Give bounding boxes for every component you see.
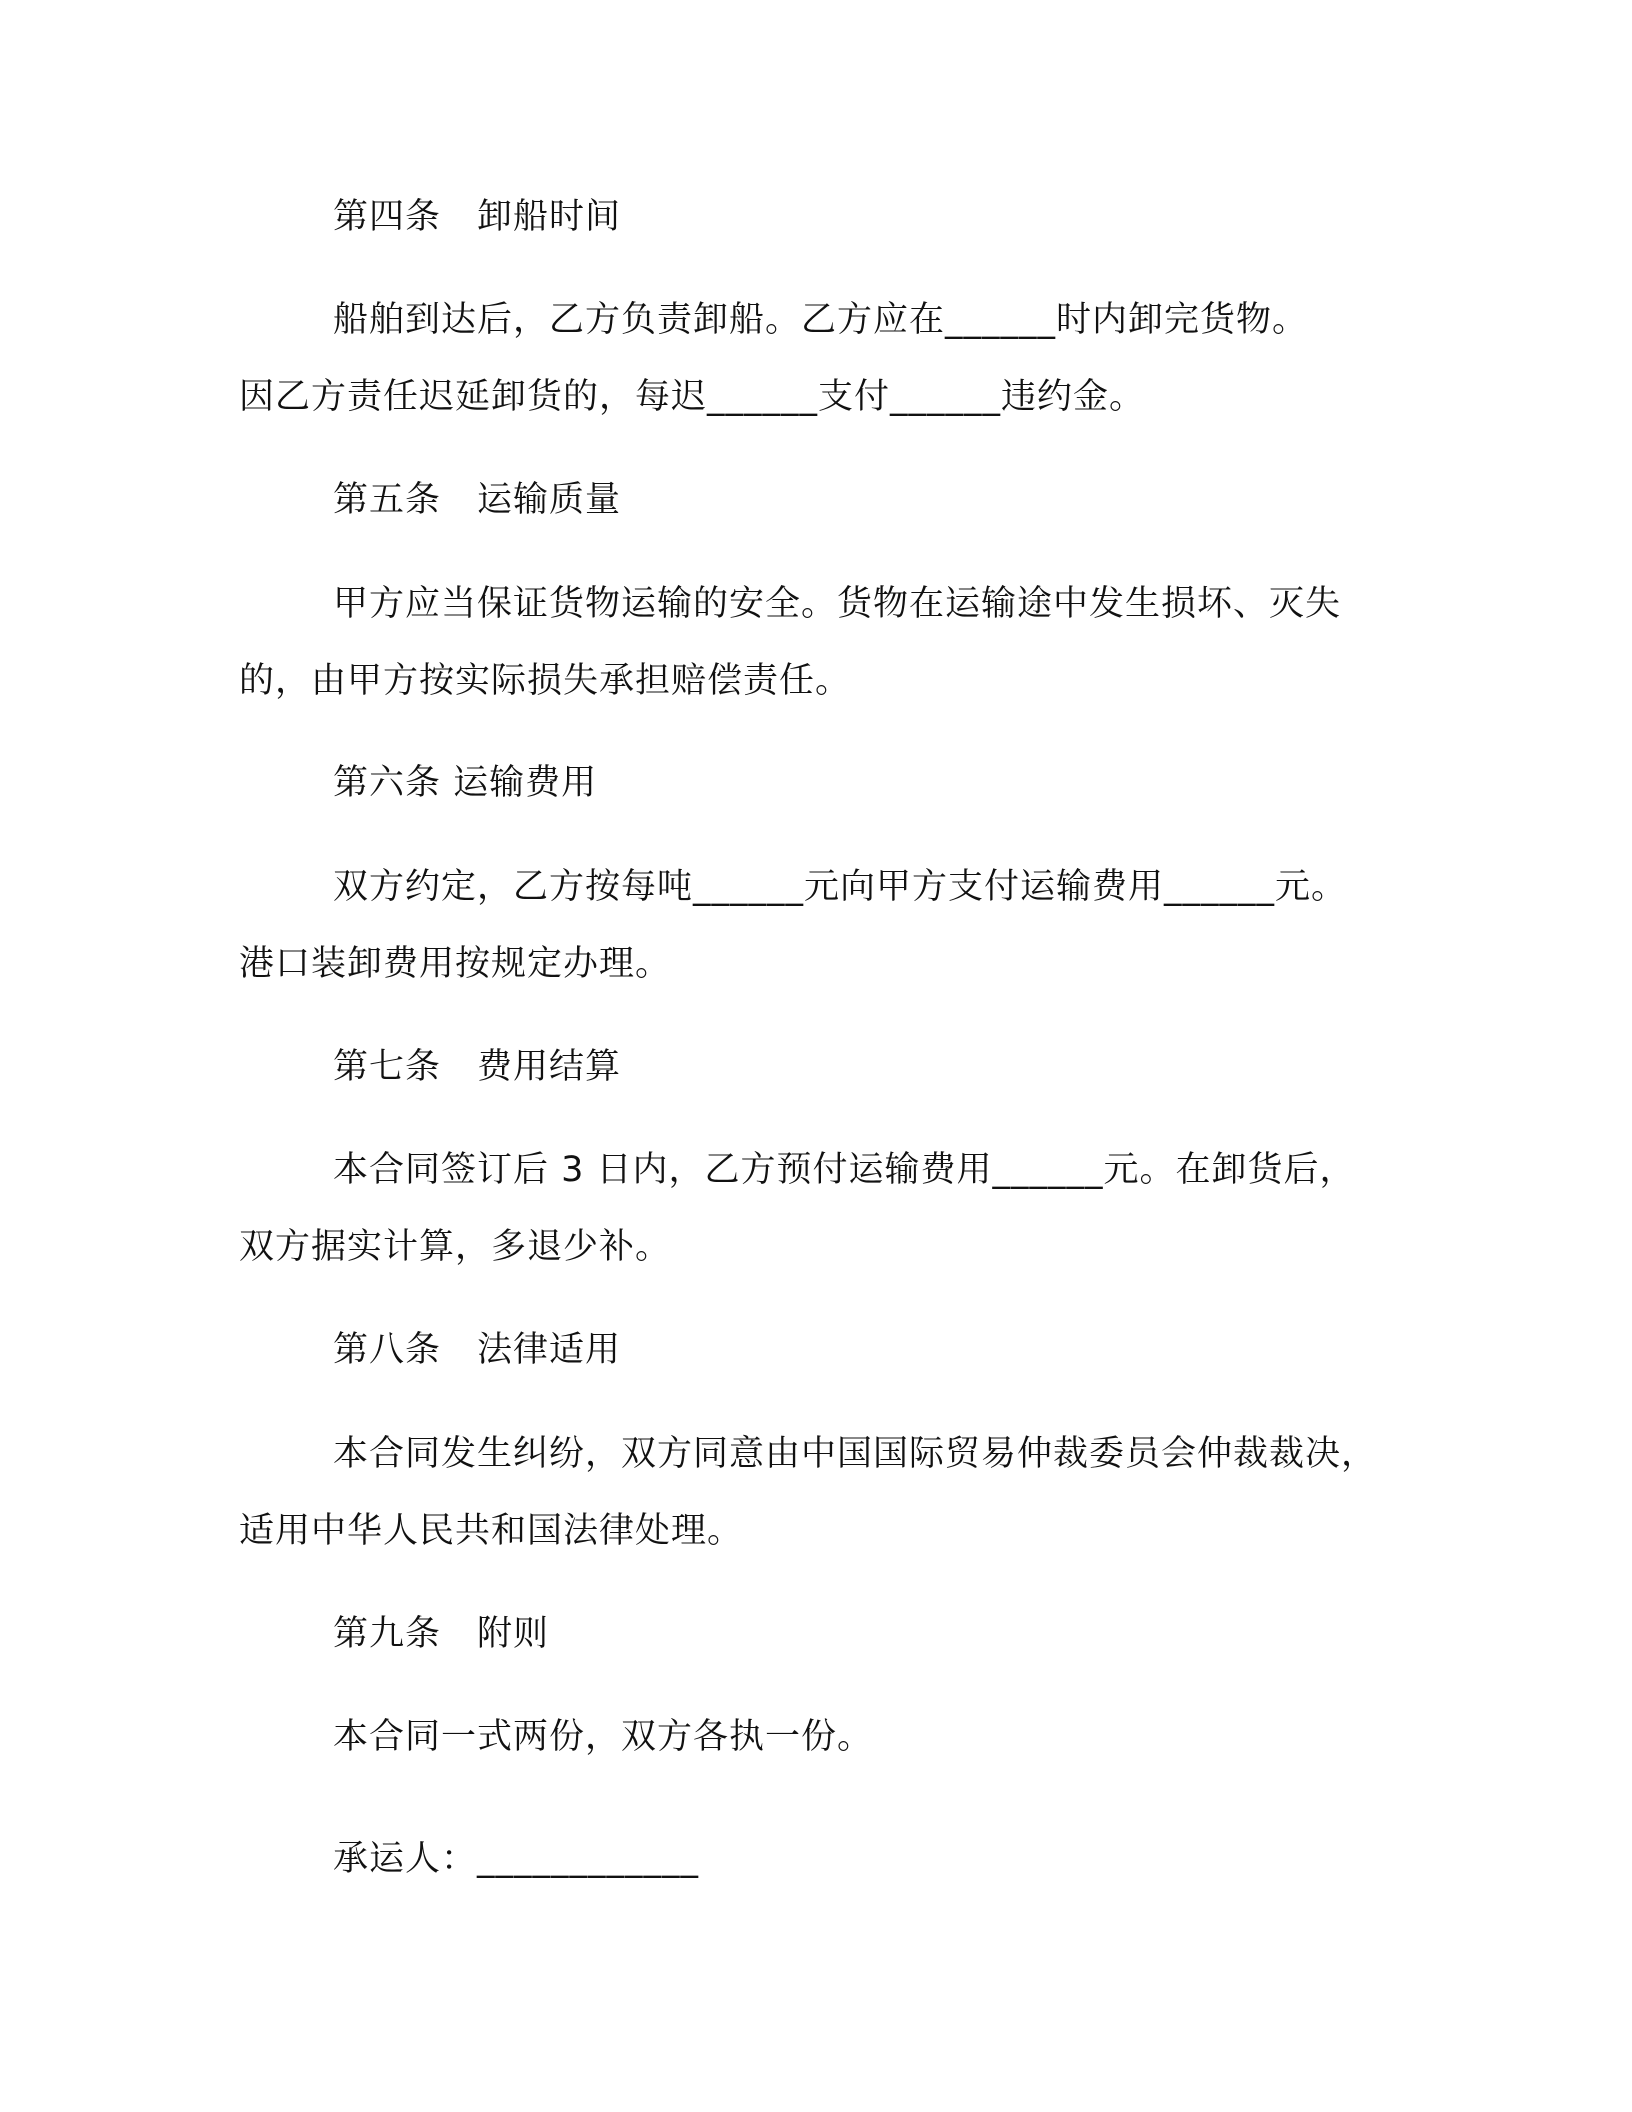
article-7-paragraph-line-1: 本合同签订后 3 日内，乙方预付运输费用______元。在卸货后， [333, 1150, 1356, 1190]
carrier-signature-field: 承运人：____________ [333, 1839, 700, 1879]
article-9-heading: 第九条 附则 [333, 1614, 550, 1654]
article-5-paragraph-line-1: 甲方应当保证货物运输的安全。货物在运输途中发生损坏、灭失 [333, 584, 1342, 624]
article-6-heading: 第六条 运输费用 [333, 763, 598, 803]
article-4-paragraph-line-1: 船舶到达后，乙方负责卸船。乙方应在______时内卸完货物。 [333, 300, 1309, 340]
article-9-paragraph-line-1: 本合同一式两份，双方各执一份。 [333, 1717, 874, 1757]
article-8-paragraph-line-1: 本合同发生纠纷，双方同意由中国国际贸易仲裁委员会仲裁裁决， [333, 1434, 1378, 1474]
article-4-paragraph-line-2: 因乙方责任迟延卸货的，每迟______支付______违约金。 [239, 377, 1146, 417]
article-5-paragraph-line-2: 的，由甲方按实际损失承担赔偿责任。 [239, 661, 852, 701]
article-8-heading: 第八条 法律适用 [333, 1330, 622, 1370]
article-6-paragraph-line-2: 港口装卸费用按规定办理。 [239, 944, 672, 984]
article-5-heading: 第五条 运输质量 [333, 480, 622, 520]
article-4-heading: 第四条 卸船时间 [333, 197, 622, 237]
article-8-paragraph-line-2: 适用中华人民共和国法律处理。 [239, 1511, 744, 1551]
article-7-heading: 第七条 费用结算 [333, 1047, 622, 1087]
article-7-paragraph-line-2: 双方据实计算，多退少补。 [239, 1227, 672, 1267]
article-6-paragraph-line-1: 双方约定，乙方按每吨______元向甲方支付运输费用______元。 [333, 867, 1348, 907]
